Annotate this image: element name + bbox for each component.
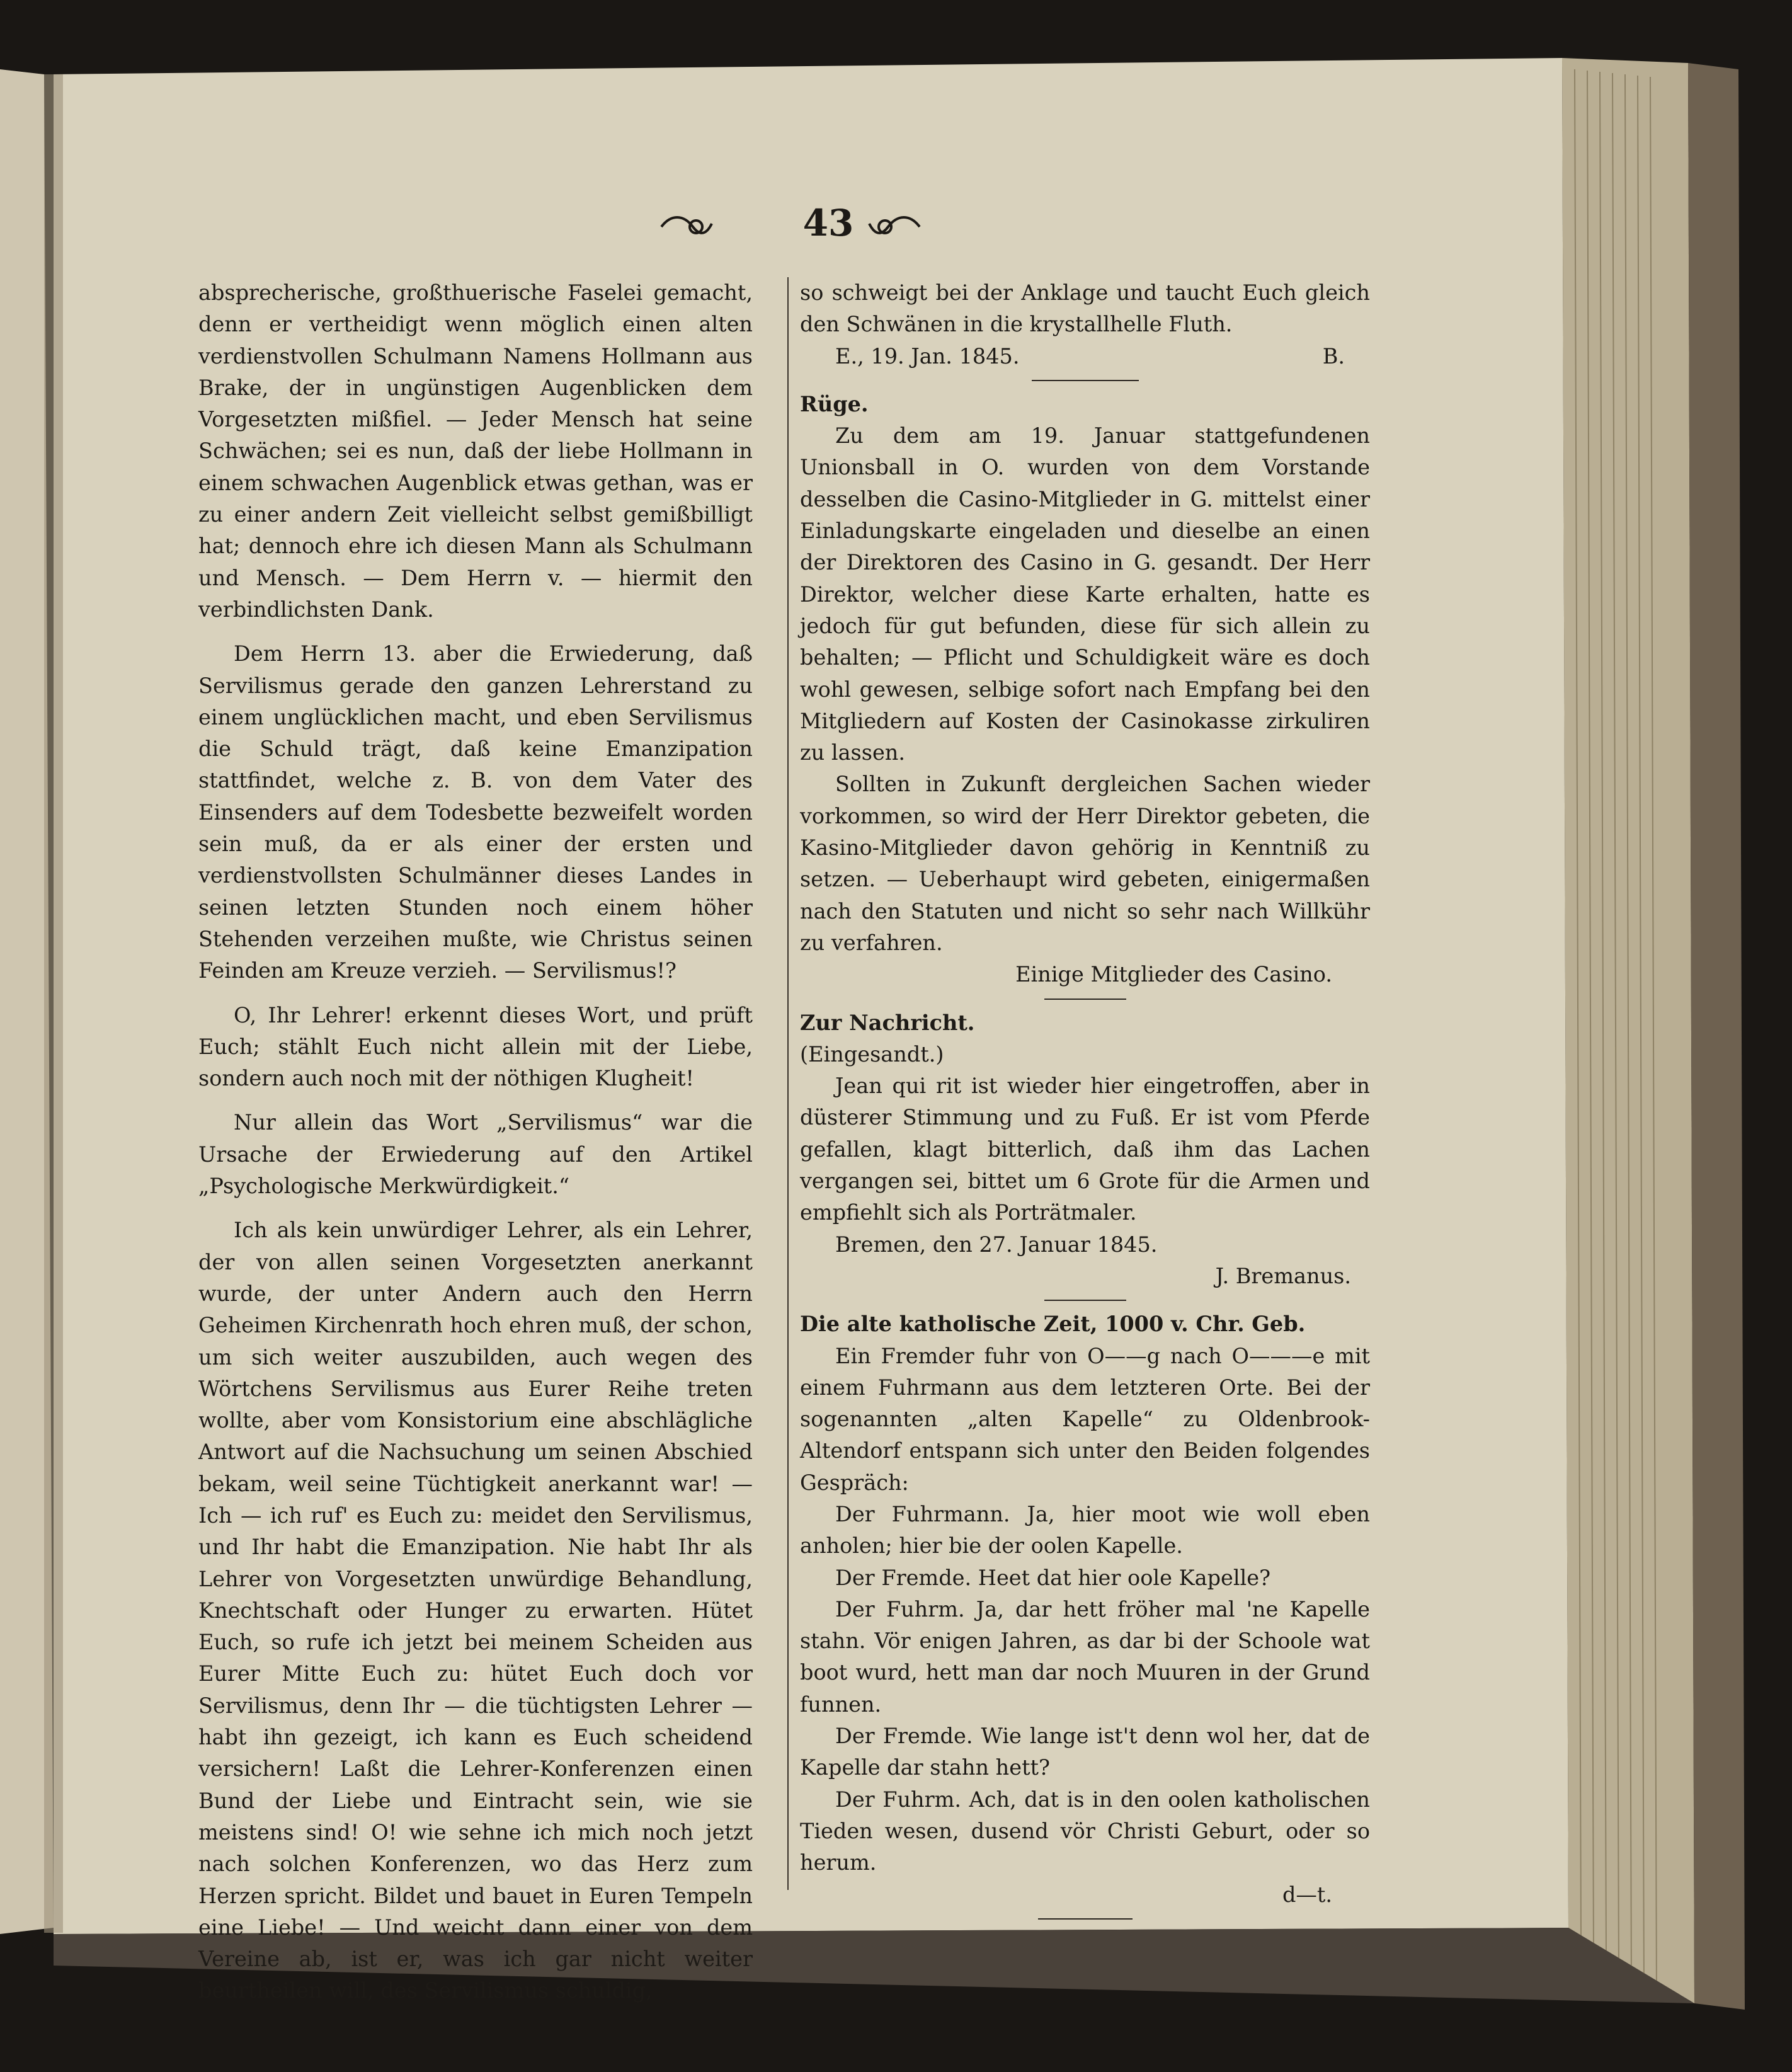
section-rule: [1038, 1918, 1133, 1920]
column-divider: [787, 277, 789, 1890]
paragraph: so schweigt bei der Anklage und taucht Euch gleich den Schwänen in die krystallhelle Fluth.: [800, 280, 1370, 337]
section-rule: [1044, 1300, 1126, 1301]
section-title-ruege: Rüge.: [800, 391, 869, 416]
dialogue-line: Der Fremde. Heet dat hier oole Kapelle?: [835, 1565, 1271, 1590]
section-rule: [1032, 380, 1139, 381]
signature-name: B.: [1322, 343, 1345, 369]
paragraph: O, Ihr Lehrer! erkennt dieses Wort, und prüft Euch; stählt Euch nicht allein mit der Liebe, sondern auch noch mit der nöthigen Klugheit!: [198, 1002, 753, 1091]
dialogue-line: Der Fremde. Wie lange ist't denn wol her, dat de Kapelle dar stahn hett?: [800, 1724, 1370, 1780]
right-column: [800, 277, 1370, 1927]
paragraph: Sollten in Zukunft dergleichen Sachen wieder vorkommen, so wird der Herr Direktor gebeten, die Kasino-Mitglieder davon gehörig in Kenntniß zu setzen. — Ueberhaupt wird gebeten, einigermaßen nach den Statuten und nicht so sehr nach Willkühr zu verfahren.: [800, 772, 1370, 955]
paragraph: Dem Herrn 13. aber die Erwiederung, daß Servilismus gerade den ganzen Lehrerstand zu einem unglücklichen macht, und eben Servilismus die Schuld trägt, daß keine Emanzipation stattfindet, welche z. B. von dem Vater des Einsenders auf dem Todesbette bezweifelt worden sein muß, da er als einer der ersten und verdienstvollsten Schulmänner dieses Landes in seinen letzten Stunden noch einem höher Stehenden verzeihen mußte, wie Christus seinen Feinden am Kreuze verzieh. — Servilismus!?: [198, 641, 753, 983]
paragraph: Ich als kein unwürdiger Lehrer, als ein Lehrer, der von allen seinen Vorgesetzten anerkannt wurde, der unter Andern auch den Herrn Geheimen Kirchenrath hoch ehren muß, der schon, um sich weiter auszubilden, auch wegen des Wörtchens Servilismus aus Eurer Reihe treten wollte, aber vom Konsistorium eine abschlägliche Antwort auf die Nachsuchung um seinen Abschied bekam, weil seine Tüchtigkeit anerkannt war! — Ich — ich ruf' es Euch zu: meidet den Servilismus, und Ihr habt die Emanzipation. Nie habt Ihr als Lehrer von Vorgesetzten unwürdige Behandlung, Knechtschaft oder Hunger zu erwarten. Hütet Euch, so rufe ich jetzt bei meinem Scheiden aus Eurer Mitte Euch zu: hütet Euch doch vor Servilismus, denn Ihr — die tüchtigsten Lehrer — habt ihn gezeigt, ich kann es Euch scheidend versichern! Laßt die Lehrer-Konferenzen einen Bund der Liebe und Eintracht sein, wie sie meistens sind! O! wie sehne ich mich noch jetzt nach solchen Konferenzen, wo das Herz zum Herzen spricht. Bildet und bauet in Euren Tempeln eine Liebe! — Und weicht dann einer von dem Vereine ab, ist er, was ich gar nicht weiter beurtheilen will, des Servilismus schuldig,: [198, 1218, 753, 2003]
ornament-left: [658, 208, 715, 246]
section-rule: [1044, 999, 1126, 1000]
section-title-nachricht: Zur Nachricht.: [800, 1010, 975, 1035]
paragraph: Jean qui rit ist wieder hier eingetroffen, aber in düsterer Stimmung und zu Fuß. Er ist vom Pferde gefallen, klagt bitterlich, daß ihm das Lachen vergangen sei, bittet um 6 Grote für die Armen und empfiehlt sich als Porträtmaler.: [800, 1073, 1370, 1225]
dateline: Bremen, den 27. Januar 1845.: [835, 1232, 1158, 1257]
signature-place: E., 19. Jan. 1845.: [835, 343, 1020, 369]
signature-line: [800, 341, 1370, 372]
section-title-zeit: Die alte katholische Zeit, 1000 v. Chr. Geb.: [800, 1312, 1306, 1337]
signature: Einige Mitglieder des Casino.: [1015, 962, 1332, 987]
dialogue-line: Der Fuhrm. Ach, dat is in den oolen katholischen Tieden wesen, dusend vör Christi Geburt, oder so herum.: [800, 1787, 1370, 1875]
paragraph: Ein Fremder fuhr von O——g nach O———e mit einem Fuhrmann aus dem letzteren Orte. Bei der sogenannten „alten Kapelle“ zu Oldenbrook-Altendorf entspann sich unter den Beiden folgendes Gespräch:: [800, 1343, 1370, 1495]
left-column: [198, 277, 753, 2007]
signature: d—t.: [1282, 1882, 1332, 1907]
ornament-right: [860, 208, 923, 246]
paragraph: absprecherische, großthuerische Faselei gemacht, denn er vertheidigt wenn möglich einen alten verdienstvollen Schulmann Namens Hollmann aus Brake, der in ungünstigen Augenblicken dem Vorgesetzten mißfiel. — Jeder Mensch hat seine Schwächen; sei es nun, daß der liebe Hollmann in einem schwachen Augenblick etwas gethan, was er zu einer andern Zeit vielleicht selbst gemißbilligt hat; dennoch ehre ich diesen Mann als Schulmann und Mensch. — Dem Herrn v. — hiermit den verbindlichsten Dank.: [198, 280, 753, 622]
section-subtitle: (Eingesandt.): [800, 1041, 944, 1067]
signature: J. Bremanus.: [1215, 1263, 1351, 1288]
paragraph: Nur allein das Wort „Servilismus“ war die Ursache der Erwiederung auf den Artikel „Psychologische Merkwürdigkeit.“: [198, 1110, 753, 1199]
dialogue-line: Der Fuhrm. Ja, dar hett fröher mal 'ne Kapelle stahn. Vör enigen Jahren, as dar bi der Schoole wat boot wurd, hett man dar noch Muuren in der Grund funnen.: [800, 1596, 1370, 1717]
page-number: 43: [802, 202, 854, 244]
paragraph: Zu dem am 19. Januar stattgefundenen Unionsball in O. wurden von dem Vorstande desselben die Casino-Mitglieder in G. mittelst einer Einladungskarte eingeladen und dieselbe an einen der Direktoren des Casino in G. gesandt. Der Herr Direktor, welcher diese Karte erhalten, hatte es jedoch für gut befunden, diese für sich allein zu behalten; — Pflicht und Schuldigkeit wäre es doch wohl gewesen, selbige sofort nach Empfang bei den Mitgliedern auf Kosten der Casinokasse zirkuliren zu lassen.: [800, 423, 1370, 765]
dialogue-line: Der Fuhrmann. Ja, hier moot wie woll eben anholen; hier bie der oolen Kapelle.: [800, 1501, 1370, 1559]
